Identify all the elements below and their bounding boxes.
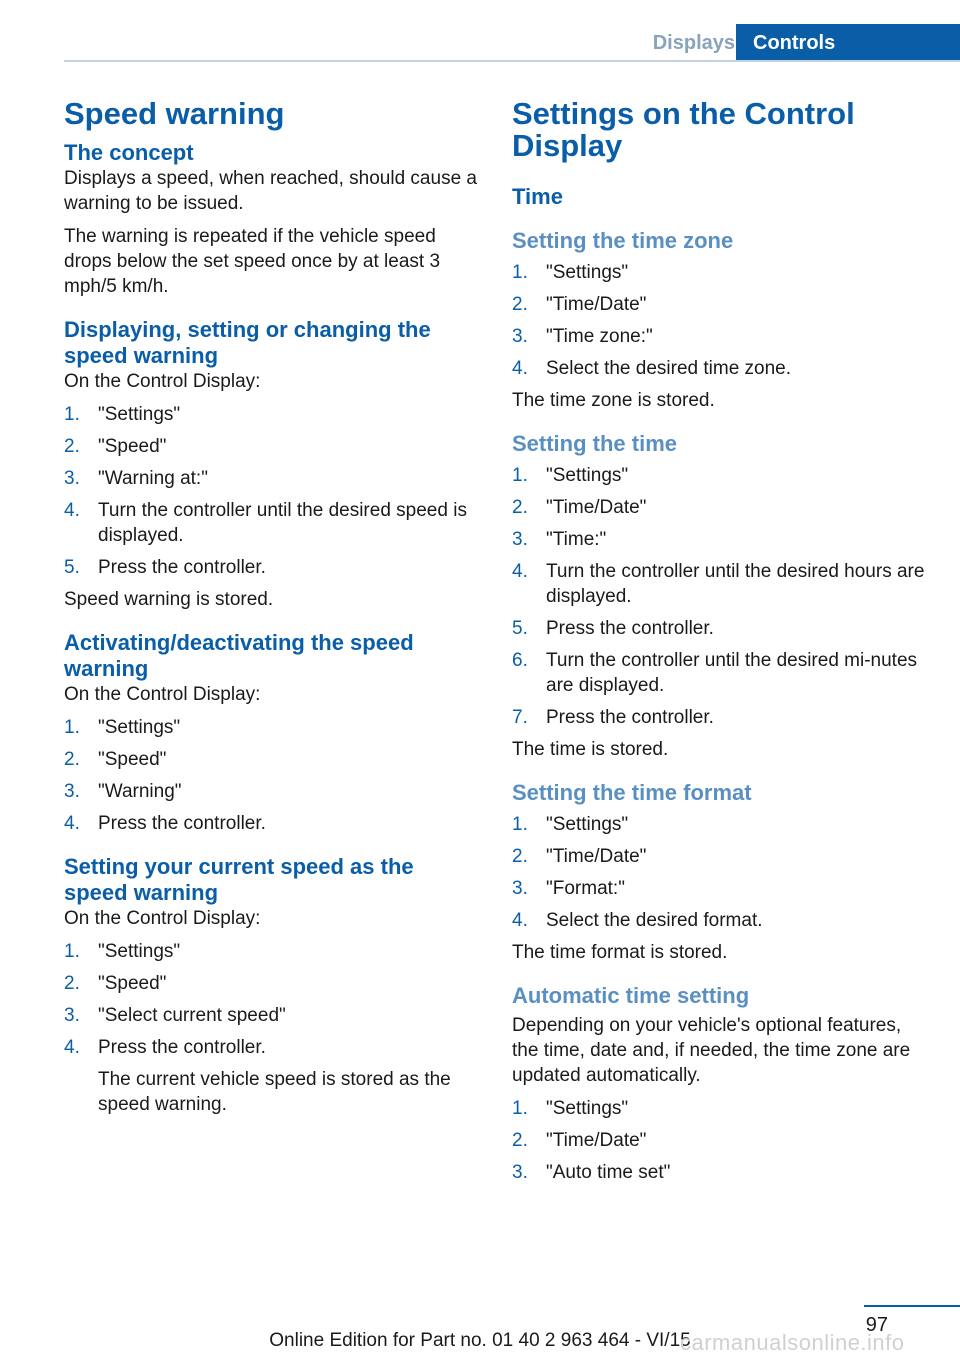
list-item: 1. "Settings" — [512, 814, 629, 835]
current-speed-steps — [64, 939, 482, 1117]
list-item: 4. Turn the controller until the desired hours are displayed. — [512, 561, 925, 607]
left-column — [64, 98, 482, 1124]
page-number: 97 — [865, 1314, 888, 1336]
right-column — [512, 98, 930, 1192]
activating-intro: On the Control Display: — [64, 684, 261, 705]
watermark: carmanualsonline.info — [680, 1330, 905, 1355]
list-item: 2. "Speed" — [64, 436, 167, 457]
auto-time-paragraph: Depending on your vehicle's optional features, the time, date and, if needed, the time zone are updated automatically. — [512, 1015, 911, 1086]
list-item: 4. Turn the controller until the desired speed is displayed. — [64, 500, 467, 546]
list-item: 2. "Time/Date" — [512, 294, 647, 315]
header-rule — [64, 60, 960, 62]
list-item: 3. "Warning at:" — [64, 468, 208, 489]
header-tab-displays: Displays — [652, 32, 735, 54]
list-item: 2. "Speed" — [64, 749, 167, 770]
list-item: 5. Press the controller. — [512, 618, 714, 639]
list-item: 1. "Settings" — [64, 404, 181, 425]
list-item: 1. "Settings" — [512, 1098, 629, 1119]
list-item: 4. Select the desired format. — [512, 910, 763, 931]
list-item: 2. "Speed" — [64, 973, 167, 994]
heading-time: Time — [512, 184, 563, 209]
list-item: 3. "Time zone:" — [512, 326, 653, 347]
display-setting-result: Speed warning is stored. — [64, 589, 274, 610]
list-item: 6. Turn the controller until the desired mi‐nutes are displayed. — [512, 650, 918, 696]
list-item: 4. Press the controller. The current vehicle speed is stored as the speed warning. — [64, 1035, 482, 1117]
list-item: 1. "Settings" — [64, 717, 181, 738]
heading-auto-time: Automatic time setting — [512, 983, 750, 1008]
list-item: 3. "Auto time set" — [512, 1162, 671, 1183]
list-item: 1. "Settings" — [512, 262, 629, 283]
list-item: 2. "Time/Date" — [512, 497, 647, 518]
activating-steps — [64, 715, 482, 836]
concept-paragraph-1: Displays a speed, when reached, should cause a warning to be issued. — [64, 168, 477, 214]
step-note: The current vehicle speed is stored as the speed warning. — [98, 1069, 451, 1115]
time-format-steps — [512, 812, 930, 933]
setting-time-result: The time is stored. — [512, 739, 669, 760]
heading-display-setting: Displaying, setting or changing the speed warning — [64, 317, 431, 368]
list-item: 3. "Warning" — [64, 781, 182, 802]
footer-rule — [864, 1305, 960, 1307]
edition-text: Online Edition for Part no. 01 40 2 963 464 - VI/15 — [269, 1330, 691, 1351]
list-item: 5. Press the controller. — [64, 557, 266, 578]
section-title-speed-warning: Speed warning — [64, 96, 285, 131]
current-speed-intro: On the Control Display: — [64, 908, 261, 929]
list-item: 3. "Select current speed" — [64, 1005, 286, 1026]
heading-time-format: Setting the time format — [512, 780, 752, 805]
list-item: 1. "Settings" — [64, 941, 181, 962]
heading-time-zone: Setting the time zone — [512, 228, 734, 253]
list-item: 7. Press the controller. — [512, 707, 714, 728]
list-item: 2. "Time/Date" — [512, 1130, 647, 1151]
list-item: 3. "Time:" — [512, 529, 607, 550]
heading-the-concept: The concept — [64, 140, 194, 165]
display-setting-steps — [64, 402, 482, 580]
concept-paragraph-2: The warning is repeated if the vehicle speed drops below the set speed once by at least 3 mph/5 km/h. — [64, 226, 441, 297]
list-item: 3. "Format:" — [512, 878, 625, 899]
time-zone-steps — [512, 260, 930, 381]
page-header — [0, 0, 960, 62]
time-zone-result: The time zone is stored. — [512, 390, 715, 411]
section-title-settings: Settings on the Control Display — [512, 96, 855, 163]
header-tab-controls: Controls — [736, 24, 960, 62]
heading-activating: Activating/deactivating the speed warning — [64, 630, 414, 681]
display-setting-intro: On the Control Display: — [64, 371, 261, 392]
heading-current-speed: Setting your current speed as the speed warning — [64, 854, 414, 905]
heading-setting-time: Setting the time — [512, 431, 678, 456]
list-item: 1. "Settings" — [512, 465, 629, 486]
list-item: 4. Press the controller. — [64, 813, 266, 834]
auto-time-steps — [512, 1096, 930, 1185]
page-footer — [0, 1300, 960, 1362]
time-format-result: The time format is stored. — [512, 942, 728, 963]
list-item: 2. "Time/Date" — [512, 846, 647, 867]
list-item: 4. Select the desired time zone. — [512, 358, 792, 379]
setting-time-steps — [512, 463, 930, 730]
